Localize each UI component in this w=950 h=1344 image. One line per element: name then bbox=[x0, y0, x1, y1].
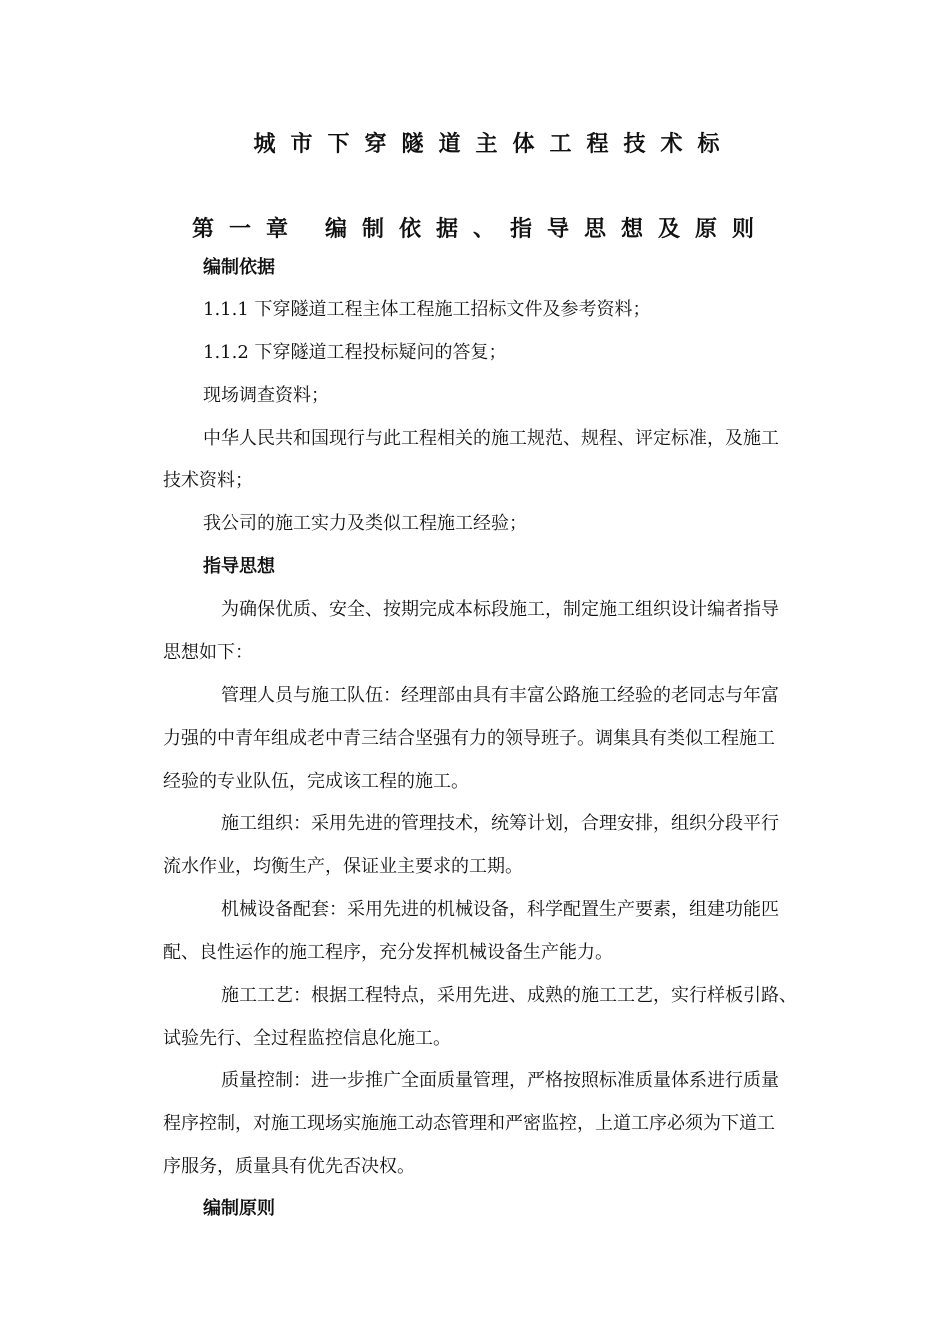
section-heading-basis: 编制依据 bbox=[203, 257, 275, 278]
section-heading-guidance: 指导思想 bbox=[203, 556, 275, 577]
basis-item: 1.1.2 下穿隧道工程投标疑问的答复； bbox=[203, 342, 507, 363]
chapter-title: 编制依据、指导思想及原则 bbox=[325, 217, 770, 242]
guidance-paragraph-line: 试验先行、全过程监控信息化施工。 bbox=[163, 1028, 451, 1049]
guidance-paragraph-line: 程序控制，对施工现场实施施工动态管理和严密监控，上道工序必须为下道工 bbox=[163, 1113, 775, 1134]
basis-item: 我公司的施工实力及类似工程施工经验； bbox=[203, 513, 527, 534]
guidance-paragraph-line: 管理人员与施工队伍：经理部由具有丰富公路施工经验的老同志与年富 bbox=[221, 685, 779, 706]
guidance-paragraph-line: 机械设备配套：采用先进的机械设备，科学配置生产要素，组建功能匹 bbox=[221, 899, 779, 920]
basis-item-continued: 技术资料； bbox=[163, 470, 253, 491]
guidance-paragraph-line: 经验的专业队伍，完成该工程的施工。 bbox=[163, 771, 469, 792]
document-title: 城市下穿隧道主体工程技术标 bbox=[253, 132, 735, 157]
guidance-paragraph-line: 配、良性运作的施工程序，充分发挥机械设备生产能力。 bbox=[163, 942, 613, 963]
guidance-paragraph-line: 为确保优质、安全、按期完成本标段施工，制定施工组织设计编者指导 bbox=[221, 599, 779, 620]
basis-item: 现场调查资料； bbox=[203, 385, 329, 406]
guidance-paragraph-line: 施工组织：采用先进的管理技术，统筹计划，合理安排，组织分段平行 bbox=[221, 813, 779, 834]
guidance-paragraph-line: 质量控制：进一步推广全面质量管理，严格按照标准质量体系进行质量 bbox=[221, 1070, 779, 1091]
chapter-heading bbox=[192, 212, 769, 243]
guidance-paragraph-line: 施工工艺：根据工程特点，采用先进、成熟的施工工艺，实行样板引路、 bbox=[221, 985, 797, 1006]
guidance-paragraph-line: 思想如下： bbox=[163, 642, 253, 663]
basis-item: 1.1.1 下穿隧道工程主体工程施工招标文件及参考资料； bbox=[203, 299, 651, 320]
section-heading-principles: 编制原则 bbox=[203, 1198, 275, 1219]
guidance-paragraph-line: 序服务，质量具有优先否决权。 bbox=[163, 1156, 415, 1177]
chapter-number: 第一章 bbox=[192, 217, 304, 242]
basis-item: 中华人民共和国现行与此工程相关的施工规范、规程、评定标准，及施工 bbox=[203, 428, 779, 449]
guidance-paragraph-line: 力强的中青年组成老中青三结合坚强有力的领导班子。调集具有类似工程施工 bbox=[163, 728, 775, 749]
guidance-paragraph-line: 流水作业，均衡生产，保证业主要求的工期。 bbox=[163, 856, 523, 877]
